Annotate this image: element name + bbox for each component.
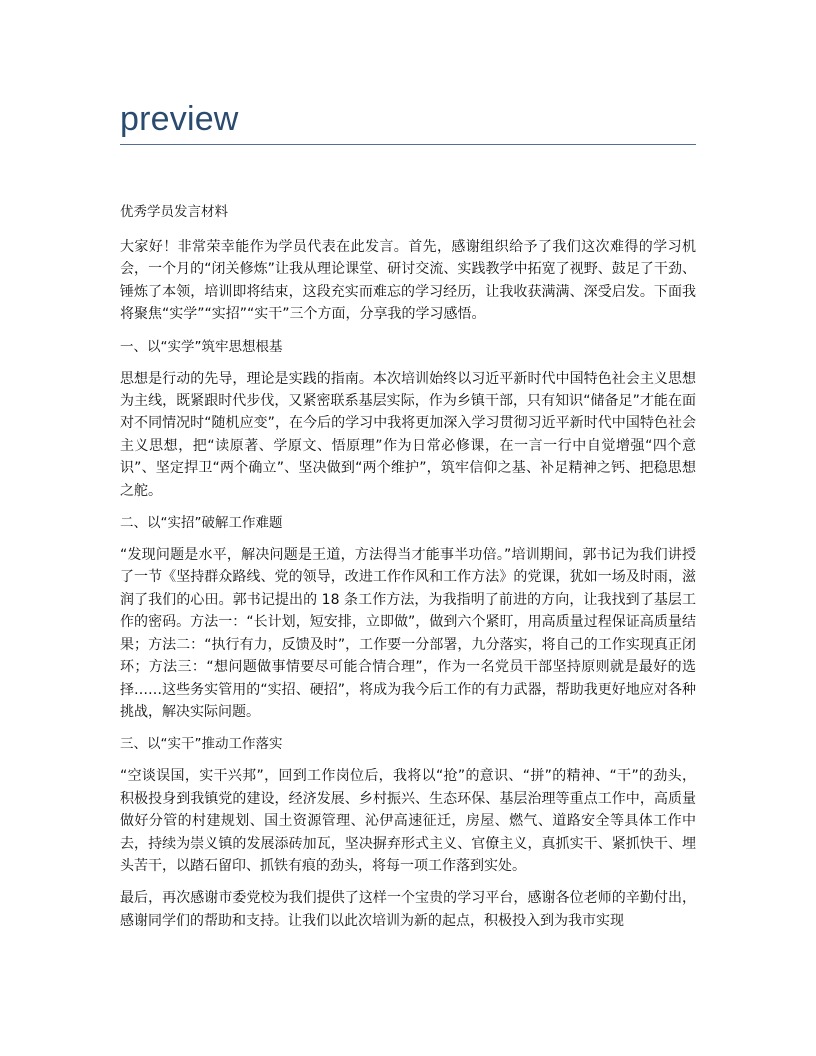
section-heading-2: 二、以“实招”破解工作难题 bbox=[120, 515, 283, 532]
document-title: 优秀学员发言材料 bbox=[120, 204, 228, 220]
page-title: preview bbox=[120, 100, 239, 138]
document-page bbox=[120, 0, 696, 932]
paragraph-section-1: 思想是行动的先导，理论是实践的指南。本次培训始终以习近平新时代中国特色社会主义思想为主线，既紧跟时代步伐，又紧密联系基层实际，作为乡镇干部，只有知识“储备足”才能在面对不同情况时“随机应变”，在今后的学习中我将更加深入学习贯彻习近平新时代中国特色社会主义思想，把“读原著、学原文、悟原理”作为日常必修课，在一言一行中自觉增强“四个意识”、坚定捍卫“两个确立”、坚决做到“两个维护”，筑牢信仰之基、补足精神之钙、把稳思想之舵。 bbox=[120, 370, 696, 499]
paragraph-intro: 大家好！非常荣幸能作为学员代表在此发言。首先，感谢组织给予了我们这次难得的学习机会，一个月的“闭关修炼”让我从理论课堂、研讨交流、实践教学中拓宽了视野、鼓足了干劲、锤炼了本领，培训即将结束，这段充实而难忘的学习经历，让我收获满满、深受启发。下面我将聚焦“实学”“实招”“实干”三个方面，分享我的学习感悟。 bbox=[120, 239, 696, 323]
section-heading-1: 一、以“实学”筑牢思想根基 bbox=[120, 338, 283, 355]
paragraph-closing: 最后，再次感谢市委党校为我们提供了这样一个宝贵的学习平台，感谢各位老师的辛勤付出，感谢同学们的帮助和支持。让我们以此次培训为新的起点，积极投入到为我市实现 bbox=[120, 890, 696, 929]
paragraph-section-3: “空谈误国，实干兴邦”，回到工作岗位后，我将以“抢”的意识、“拼”的精神、“干”的劲头，积极投身到我镇党的建设，经济发展、乡村振兴、生态环保、基层治理等重点工作中，高质量做好分管的村建规划、国土资源管理、沁伊高速征迁，房屋、燃气、道路安全等具体工作中去，持续为崇义镇的发展添砖加瓦，坚决摒弃形式主义、官僚主义，真抓实干、紧抓快干、埋头苦干，以踏石留印、抓铁有痕的劲头，将每一项工作落到实处。 bbox=[120, 768, 696, 874]
paragraph-section-2: “发现问题是水平，解决问题是王道，方法得当才能事半功倍。”培训期间，郭书记为我们讲授了一节《坚持群众路线、党的领导，改进工作作风和工作方法》的党课，犹如一场及时雨，滋润了我们的心田。郭书记提出的 18 条工作方法，为我指明了前进的方向，让我找到了基层工作的密码。方法一：“长计划，短安排，立即做”，做到六个紧盯，用高质量过程保证高质量结果；方法二：“执行有力，反馈及时”，工作要一分部署，九分落实，将自己的工作实现真正闭环；方法三：“想问题做事情要尽可能合情合理”，作为一名党员干部坚持原则就是最好的选择……这些务实管用的“实招、硬招”，将成为我今后工作的有力武器，帮助我更好地应对各种挑战，解决实际问题。 bbox=[120, 547, 696, 720]
title-divider bbox=[120, 144, 696, 145]
section-heading-3: 三、以“实干”推动工作落实 bbox=[120, 736, 283, 753]
